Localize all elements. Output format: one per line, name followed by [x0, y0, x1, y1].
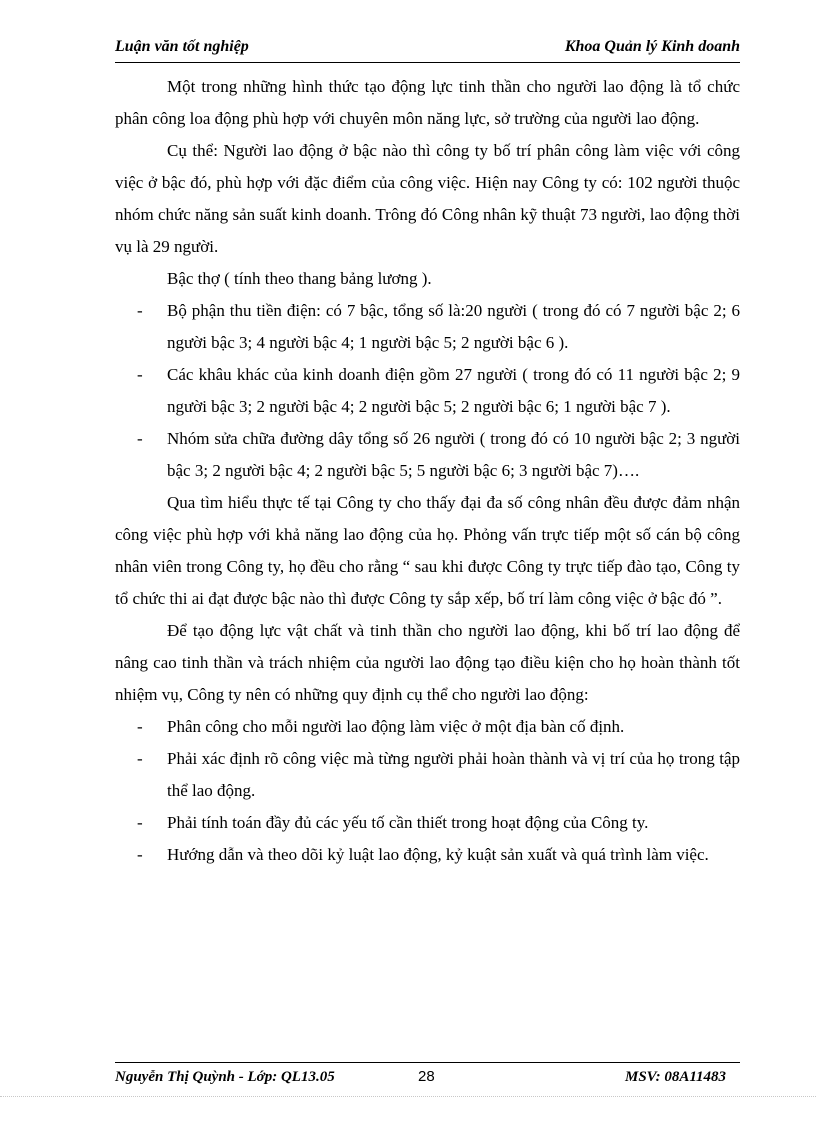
- faculty-name: Khoa Quản lý Kinh doanh: [564, 38, 740, 55]
- bullet-dash: -: [137, 429, 143, 448]
- list-item: [115, 423, 740, 487]
- paragraph: Một trong những hình thức tạo động lực tinh thần cho người lao động là tổ chức phân công loa động phù hợp với chuyên môn năng lực, sở trường của người lao động.: [115, 77, 740, 128]
- thesis-title: Luận văn tốt nghiệp: [115, 38, 249, 55]
- list-item-text: Phải xác định rõ công việc mà từng người phải hoàn thành và vị trí của họ trong tập thể lao động.: [167, 749, 740, 800]
- paragraph: Bậc thợ ( tính theo thang bảng lương ).: [167, 269, 432, 288]
- list-item: [115, 295, 740, 359]
- page-footer: [115, 1062, 740, 1093]
- list-item: [115, 807, 740, 839]
- list-item-text: Phân công cho mỗi người lao động làm việc ở một địa bàn cố định.: [167, 717, 625, 736]
- paragraph: Để tạo động lực vật chất và tinh thần cho người lao động, khi bố trí lao động để nâng cao tinh thần và trách nhiệm của người lao động tạo điều kiện cho họ hoàn thành tốt nhiệm vụ, Công ty nên có những quy định cụ thể cho người lao động:: [115, 621, 740, 704]
- body-text: [115, 71, 740, 871]
- bullet-dash: -: [137, 365, 143, 384]
- bullet-dash: -: [137, 717, 143, 736]
- worker-grade-list: [115, 295, 740, 487]
- bullet-dash: -: [137, 301, 143, 320]
- author-class: Nguyễn Thị Quỳnh - Lớp: QL13.05: [115, 1069, 335, 1085]
- regulation-list: [115, 711, 740, 871]
- bullet-dash: -: [137, 845, 143, 864]
- page-boundary: [0, 1096, 816, 1097]
- student-id: MSV: 08A11483: [625, 1069, 726, 1085]
- bullet-dash: -: [137, 813, 143, 832]
- list-item-text: Hướng dẫn và theo dõi kỷ luật lao động, kỷ kuật sản xuất và quá trình làm việc.: [167, 845, 709, 864]
- page-number: 28: [418, 1068, 435, 1085]
- paragraph: Cụ thể: Người lao động ở bậc nào thì công ty bố trí phân công làm việc với công việc ở bậc đó, phù hợp với đặc điểm của công việc. Hiện nay Công ty có: 102 người thuộc nhóm chức năng sản suất kinh doanh. Trông đó Công nhân kỹ thuật 73 người, lao động thời vụ là 29 người.: [115, 141, 740, 256]
- list-item: [115, 359, 740, 423]
- page-header: [115, 36, 740, 63]
- paragraph: Qua tìm hiểu thực tế tại Công ty cho thấy đại đa số công nhân đều được đảm nhận công việc phù hợp với khả năng lao động của họ. Phỏng vấn trực tiếp một số cán bộ công nhân viên trong Công ty, họ đều cho rằng “ sau khi được Công ty trực tiếp đào tạo, Công ty tổ chức thi ai đạt được bậc nào thì được Công ty sắp xếp, bố trí làm công việc ở bậc đó ”.: [115, 493, 740, 608]
- bullet-dash: -: [137, 749, 143, 768]
- list-item: [115, 839, 740, 871]
- list-item: [115, 743, 740, 807]
- list-item-text: Nhóm sửa chữa đường dây tổng số 26 người ( trong đó có 10 người bậc 2; 3 người bậc 3; 2 người bậc 4; 2 người bậc 5; 5 người bậc 6; 3 người bậc 7)….: [167, 429, 740, 480]
- list-item-text: Bộ phận thu tiền điện: có 7 bậc, tổng số là:20 người ( trong đó có 7 người bậc 2; 6 người bậc 3; 4 người bậc 4; 1 người bậc 5; 2 người bậc 6 ).: [167, 301, 740, 352]
- list-item: [115, 711, 740, 743]
- list-item-text: Phải tính toán đầy đủ các yếu tố cần thiết trong hoạt động của Công ty.: [167, 813, 649, 832]
- list-item-text: Các khâu khác của kinh doanh điện gồm 27 người ( trong đó có 11 người bậc 2; 9 người bậc 3; 2 người bậc 4; 2 người bậc 5; 2 người bậc 6; 1 người bậc 7 ).: [167, 365, 740, 416]
